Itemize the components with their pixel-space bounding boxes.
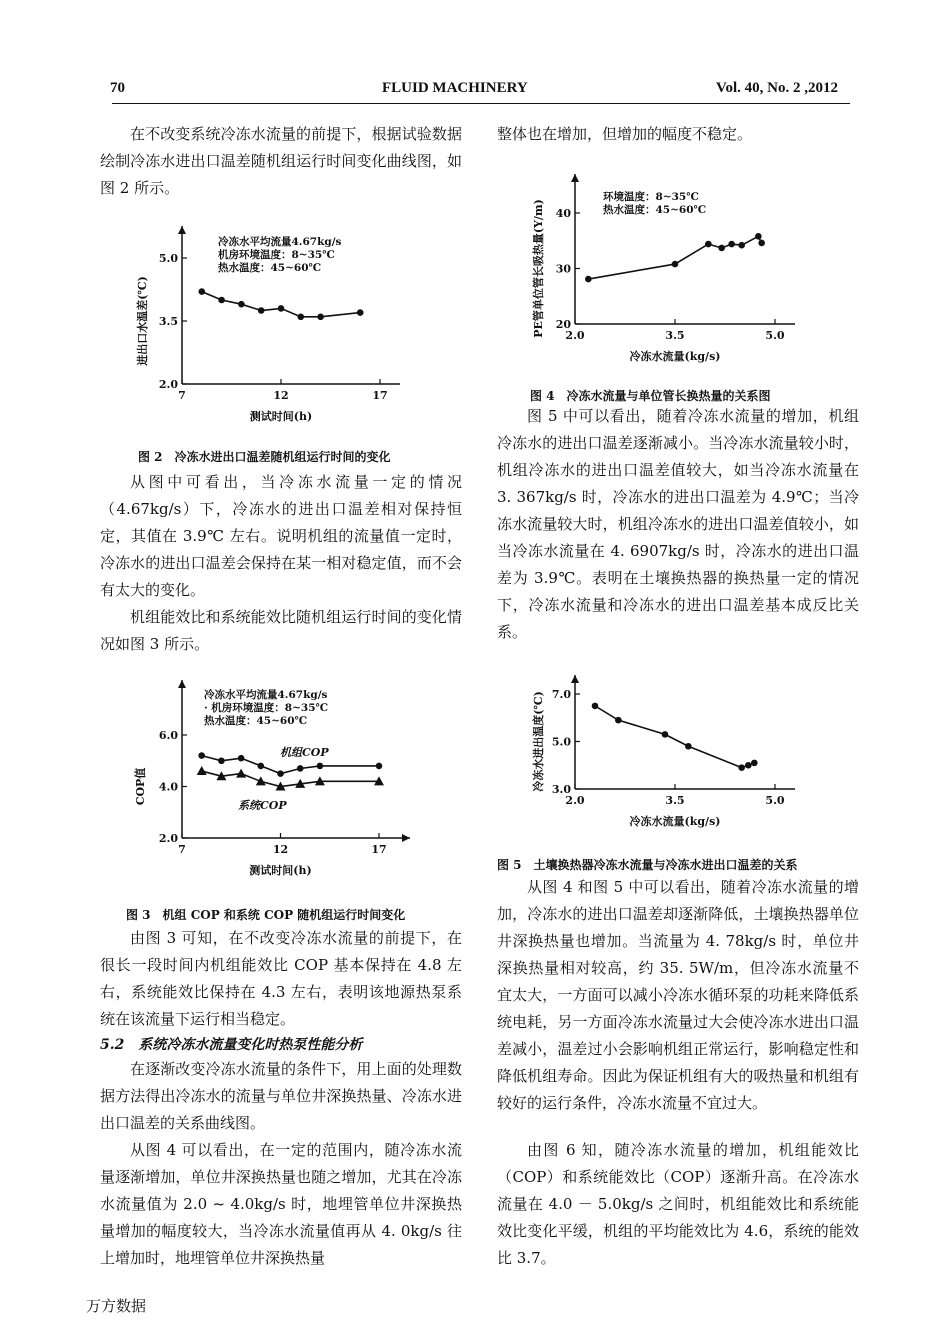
x-tick-label: 3.5 (665, 794, 685, 807)
y-axis-label: 进出口水温差(℃) (136, 276, 149, 366)
data-point (297, 765, 304, 772)
chart-annotation: 热水温度：45~60℃ (603, 204, 707, 216)
watermark: 万方数据 (86, 1297, 147, 1315)
header-rule (112, 103, 850, 104)
journal-title: FLUID MACHINERY (382, 80, 528, 96)
data-point (357, 309, 364, 316)
data-point (592, 703, 599, 710)
data-point (738, 764, 745, 771)
volume-info: Vol. 40, No. 2 ,2012 (716, 80, 838, 96)
y-axis-arrow (571, 675, 579, 683)
data-point (218, 297, 225, 304)
chart-annotation: 冷冻水平均流量4.67kg/s (218, 236, 342, 248)
figure-4-caption: 图 4 冷冻水流量与单位管长换热量的关系图 (530, 389, 771, 403)
y-axis-label: 冷冻水进出温度(℃) (532, 691, 545, 792)
data-point (758, 240, 765, 247)
x-tick-label: 7 (178, 843, 186, 856)
left-paragraph-5: 在逐渐改变冷冻水流量的条件下，用上面的处理数据方法得出冷冻水的流量与单位井深换热量、冷冻水进出口温差的关系曲线图。 (100, 1060, 462, 1132)
y-tick-label: 6.0 (158, 729, 178, 742)
figure-5 (525, 665, 825, 840)
chart-annotation: 机房环境温度：8~35℃ (218, 249, 335, 261)
data-point (376, 763, 383, 770)
y-tick-label: 20 (555, 318, 571, 331)
figure-2-caption: 图 2 冷冻水进出口温差随机组运行时间的变化 (138, 450, 391, 464)
series-line (202, 292, 360, 317)
x-tick-label: 5.0 (765, 329, 785, 342)
left-paragraph-3: 机组能效比和系统能效比随机组运行时间的变化情况如图 3 所示。 (100, 608, 462, 653)
y-axis-label: COP值 (134, 767, 147, 806)
y-axis-arrow (571, 174, 579, 182)
left-paragraph-1: 在不改变系统冷冻水流量的前提下，根据试验数据绘制冷冻水进出口温差随机组运行时间变化曲线图，如图 2 所示。 (100, 125, 462, 197)
data-point (317, 763, 324, 770)
series-line (595, 706, 754, 768)
chart-annotation: · 机房环境温度：8~35℃ (204, 702, 329, 714)
x-tick-label: 17 (372, 389, 388, 402)
y-axis-label: PE管单位管长吸热量(Y/m) (532, 199, 545, 338)
section-title: 5.2 系统冷冻水流量变化时热泵性能分析 (100, 1037, 363, 1053)
x-tick-label: 2.0 (565, 794, 585, 807)
data-point (258, 307, 265, 314)
y-tick-label: 2.0 (158, 832, 178, 845)
left-paragraph-4: 由图 3 可知，在不改变冷冻水流量的前提下，在很长一段时间内机组能效比 COP 基本保持在 4.8 左右，系统能效比保持在 4.3 左右，表明该地源热泵系统在该流量下运行相当稳定。 (100, 929, 462, 1028)
page-number: 70 (110, 80, 125, 96)
data-point (258, 763, 265, 770)
data-point (662, 731, 669, 738)
data-point (197, 766, 207, 775)
right-paragraph-2: 图 5 中可以看出，随着冷冻水流量的增加，机组冷冻水的进出口温差逐渐减小。当冷冻水流量较小时，机组冷冻水的进出口温差值较大，如当冷冻水流量在 3. 367kg/s 时，冷冻水的进出口温差为 4.9℃；当冷冻水流量较大时，机组冷冻水的进出口温差值较小，如当冷冻水流量在 4. 6907kg/s 时，冷冻水的进出口温差为 3.9℃。表明在土壤换热器的换热量一定的情况下，冷冻水流量和冷冻水的进出口温差基本成反比关系。 (497, 407, 859, 641)
data-point (238, 755, 245, 762)
right-paragraph-1: 整体也在增加，但增加的幅度不稳定。 (497, 125, 753, 143)
data-point (256, 776, 266, 785)
data-point (238, 301, 245, 308)
y-tick-label: 3.0 (551, 783, 571, 796)
x-axis-label: 测试时间(h) (249, 864, 312, 877)
y-axis-arrow (178, 680, 186, 688)
data-point (199, 288, 206, 295)
x-tick-label: 17 (371, 843, 387, 856)
data-point (236, 769, 246, 778)
y-tick-label: 5.0 (158, 252, 178, 265)
x-tick-label: 3.5 (665, 329, 685, 342)
y-tick-label: 5.0 (551, 735, 571, 749)
right-paragraph-3: 从图 4 和图 5 中可以看出，随着冷冻水流量的增加，冷冻水的进出口温差却逐渐降低，土壤换热器单位井深换热量也增加。当流量为 4. 78kg/s 时，单位井深换热量相对较高，约 35. 5W/m，但冷冻水流量不宜太大，一方面可以减小冷冻水循环泵的功耗来降低系统电耗，另一方面冷冻水流量过大会使冷冻水进出口温差减小，温差过小会影响机组正常运行，影响稳定性和降低机组寿命。因此为保证机组有大的吸热量和机组有较好的运行条件，冷冻水流量不宜过大。 (497, 878, 859, 1112)
data-point (745, 762, 752, 769)
data-point (728, 241, 735, 248)
chart-annotation: 冷冻水平均流量4.67kg/s (204, 689, 328, 701)
chart-annotation: 热水温度：45~60℃ (218, 262, 322, 274)
series-label: 机组COP (280, 746, 329, 759)
data-point (718, 245, 725, 252)
chart-annotation: 热水温度：45~60℃ (204, 715, 308, 727)
left-paragraph-6: 从图 4 可以看出，在一定的范围内，随冷冻水流量逐渐增加，单位井深换热量也随之增加，尤其在冷冻水流量值为 2.0 ~ 4.0kg/s 时，地埋管单位井深换热量增加的幅度较大，当冷冻水流量值再从 4. 0kg/s 往上增加时，地埋管单位井深换热量 (100, 1141, 462, 1267)
series-label: 系统COP (238, 799, 287, 812)
y-tick-label: 7.0 (551, 688, 571, 701)
x-axis-label: 冷冻水流量(kg/s) (629, 350, 721, 363)
data-point (298, 314, 305, 321)
x-tick-label: 2.0 (565, 329, 585, 342)
data-point (585, 276, 592, 283)
x-axis-label: 冷冻水流量(kg/s) (629, 815, 721, 828)
right-paragraph-4: 由图 6 知，随冷冻水流量的增加，机组能效比（COP）和系统能效比（COP）逐渐升高。在冷冻水流量在 4.0 － 5.0kg/s 之间时，机组能效比和系统能效比变化平缓，机组的平均能效比为 4.6，系统的能效比 3.7。 (497, 1141, 859, 1267)
y-tick-label: 40 (555, 207, 571, 220)
data-point (738, 242, 745, 249)
x-tick-label: 7 (178, 389, 186, 402)
y-tick-label: 4.0 (158, 780, 178, 794)
data-point (755, 233, 762, 240)
y-tick-label: 3.5 (158, 315, 178, 328)
data-point (705, 241, 712, 248)
series-line (588, 236, 761, 279)
figure-5-caption: 图 5 土壤换热器冷冻水流量与冷冻水进出口温差的关系 (497, 858, 798, 872)
data-point (672, 261, 679, 268)
data-point (615, 717, 622, 724)
series-line (202, 771, 379, 786)
data-point (751, 760, 758, 767)
data-point (218, 757, 225, 764)
data-point (198, 752, 205, 759)
y-tick-label: 30 (555, 262, 571, 276)
figure-4 (525, 160, 825, 375)
data-point (317, 314, 324, 321)
figure-2 (118, 212, 418, 437)
y-tick-label: 2.0 (158, 378, 178, 391)
y-axis-arrow (178, 226, 186, 234)
data-point (278, 305, 285, 312)
chart-annotation: 环境温度：8~35℃ (603, 191, 699, 203)
figure-3 (118, 672, 418, 887)
x-axis-label: 测试时间(h) (249, 410, 313, 423)
data-point (685, 743, 692, 750)
figure-3-caption: 图 3 机组 COP 和系统 COP 随机组运行时间变化 (126, 908, 406, 922)
left-paragraph-2: 从图中可看出，当冷冻水流量一定的情况（4.67kg/s）下，冷冻水的进出口温差相对保持恒定，其值在 3.9℃ 左右。说明机组的流量值一定时，冷冻水的进出口温差会保持在某一相对稳定值，而不会有太大的变化。 (100, 473, 462, 599)
x-axis-arrow (402, 834, 410, 842)
x-tick-label: 12 (273, 389, 289, 402)
x-tick-label: 12 (272, 843, 289, 856)
x-tick-label: 5.0 (765, 794, 785, 807)
data-point (277, 770, 284, 777)
